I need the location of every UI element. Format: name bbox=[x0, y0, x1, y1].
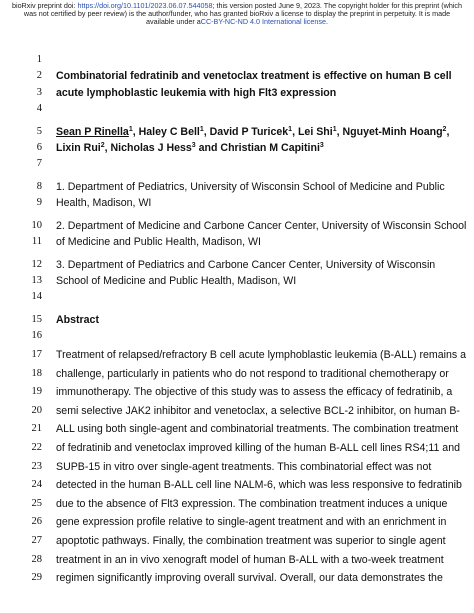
abstract-line: challenge, particularly in patients who do not respond to traditional chemotherapy or bbox=[56, 368, 449, 380]
line-number: 13 bbox=[31, 275, 42, 286]
affiliation-1-line-1: 1. Department of Pediatrics, University of Wisconsin School of Medicine and Public bbox=[56, 181, 445, 193]
line-number: 14 bbox=[31, 291, 42, 302]
abstract-line: semi selective JAK2 inhibitor and venetoclax, a selective BCL-2 inhibitor, on human B- bbox=[56, 405, 460, 417]
line-number: 28 bbox=[31, 554, 42, 565]
line-number: 20 bbox=[31, 405, 42, 416]
author-name: , Nicholas J Hess bbox=[104, 142, 192, 154]
line-number: 25 bbox=[31, 498, 42, 509]
author-separator: , bbox=[446, 126, 450, 138]
author-affiliation: 1 bbox=[332, 126, 337, 133]
line-number: 12 bbox=[31, 259, 42, 270]
line-number: 21 bbox=[31, 423, 42, 434]
affiliation-3-line-1: 3. Department of Pediatrics and Carbone Cancer Center, University of Wisconsin bbox=[56, 259, 436, 271]
author-name: Lixin Rui bbox=[56, 142, 101, 154]
line-number: 26 bbox=[31, 516, 42, 527]
abstract-line: gene expression profile relative to single-agent treatment and with an enrichment in bbox=[56, 516, 447, 528]
line-number: 24 bbox=[31, 479, 42, 490]
header-prefix: bioRxiv preprint doi: bbox=[11, 1, 78, 10]
license-prefix: available under a bbox=[146, 17, 201, 26]
abstract-line: Treatment of relapsed/refractory B cell acute lymphoblastic leukemia (B-ALL) remains a bbox=[56, 349, 466, 361]
abstract-line: treatment in an in vivo xenograft model of human B-ALL with a two-week treatment bbox=[56, 554, 444, 566]
header-line-3 bbox=[0, 18, 474, 26]
preprint-header bbox=[0, 2, 474, 26]
line-number: 10 bbox=[31, 220, 42, 231]
line-number: 7 bbox=[36, 158, 42, 169]
author-name: , Lei Shi bbox=[292, 126, 333, 138]
abstract-line: due to the absence of Flt3 expression. The combination treatment induces a unique bbox=[56, 498, 448, 510]
line-number: 1 bbox=[36, 54, 42, 65]
author-name: , Haley C Bell bbox=[132, 126, 200, 138]
license-suffix: . bbox=[325, 17, 328, 26]
license-link[interactable]: CC-BY-NC-ND 4.0 International license bbox=[200, 17, 326, 26]
abstract-heading: Abstract bbox=[56, 314, 99, 326]
line-number: 11 bbox=[31, 236, 42, 247]
author-list-line-2 bbox=[56, 140, 324, 156]
line-number: 6 bbox=[36, 142, 42, 153]
affiliation-1-line-2: Health, Madison, WI bbox=[56, 197, 152, 209]
line-number: 27 bbox=[31, 535, 42, 546]
author-affiliation: 2 bbox=[442, 126, 447, 133]
author-affiliation: 1 bbox=[288, 126, 293, 133]
author-name: , Nguyet-Minh Hoang bbox=[336, 126, 443, 138]
author-affiliation: 1 bbox=[199, 126, 204, 133]
author-affiliation: 3 bbox=[191, 142, 196, 149]
doi-link[interactable]: https://doi.org/10.1101/2023.06.07.544058 bbox=[77, 1, 213, 10]
abstract-line: regimen significantly improving overall survival. Overall, our data demonstrates the bbox=[56, 572, 443, 584]
author-list-line-1 bbox=[56, 124, 449, 140]
line-number: 19 bbox=[31, 386, 42, 397]
line-number: 4 bbox=[36, 103, 42, 114]
abstract-line: detected in the human B-ALL cell line NALM-6, which was less responsive to fedratinib bbox=[56, 479, 462, 491]
header-suffix: ; this version posted June 9, 2023. The copyright holder for this preprint (which bbox=[212, 1, 463, 10]
line-number: 15 bbox=[31, 314, 42, 325]
line-number: 2 bbox=[36, 70, 42, 81]
header-line-2: was not certified by peer review) is the author/funder, who has granted bioRxiv a license to display the preprint in perpetuity. It is made bbox=[23, 9, 451, 18]
line-number: 29 bbox=[31, 572, 42, 583]
line-number: 5 bbox=[36, 126, 42, 137]
abstract-line: ALL using both single-agent and combinatorial treatments. The combination treatment bbox=[56, 423, 459, 435]
line-number: 16 bbox=[31, 330, 42, 341]
author-name: , David P Turicek bbox=[203, 126, 289, 138]
abstract-line: SUPB-15 in vitro over single-agent treatments. This combinatorial effect was not bbox=[56, 461, 432, 473]
line-number: 8 bbox=[36, 181, 42, 192]
abstract-line: immunotherapy. The objective of this study was to assess the efficacy of fedratinib, a bbox=[56, 386, 453, 398]
abstract-line: apoptotic pathways. Finally, the combination treatment was superior to single agent bbox=[56, 535, 446, 547]
line-number: 17 bbox=[31, 349, 42, 360]
line-number: 22 bbox=[31, 442, 42, 453]
author-affiliation: 1 bbox=[128, 126, 133, 133]
line-number: 3 bbox=[36, 87, 42, 98]
author-name: and Christian M Capitini bbox=[195, 142, 320, 154]
paper-title-line-1: Combinatorial fedratinib and venetoclax treatment is effective on human B cell bbox=[56, 70, 452, 82]
affiliation-3-line-2: School of Medicine and Public Health, Madison, WI bbox=[56, 275, 297, 287]
line-number: 23 bbox=[31, 461, 42, 472]
author-name: Sean P Rinella bbox=[56, 126, 129, 138]
abstract-line: of fedratinib and venetoclax improved killing of the human B-ALL cell lines RS4;11 and bbox=[56, 442, 460, 454]
affiliation-2-line-2: of Medicine and Public Health, Madison, WI bbox=[56, 236, 261, 248]
paper-title-line-2: acute lymphoblastic leukemia with high Flt3 expression bbox=[56, 87, 337, 99]
line-number: 9 bbox=[36, 197, 42, 208]
author-affiliation: 3 bbox=[319, 142, 324, 149]
affiliation-2-line-1: 2. Department of Medicine and Carbone Cancer Center, University of Wisconsin School bbox=[56, 220, 467, 232]
line-number: 18 bbox=[31, 368, 42, 379]
author-affiliation: 2 bbox=[100, 142, 105, 149]
